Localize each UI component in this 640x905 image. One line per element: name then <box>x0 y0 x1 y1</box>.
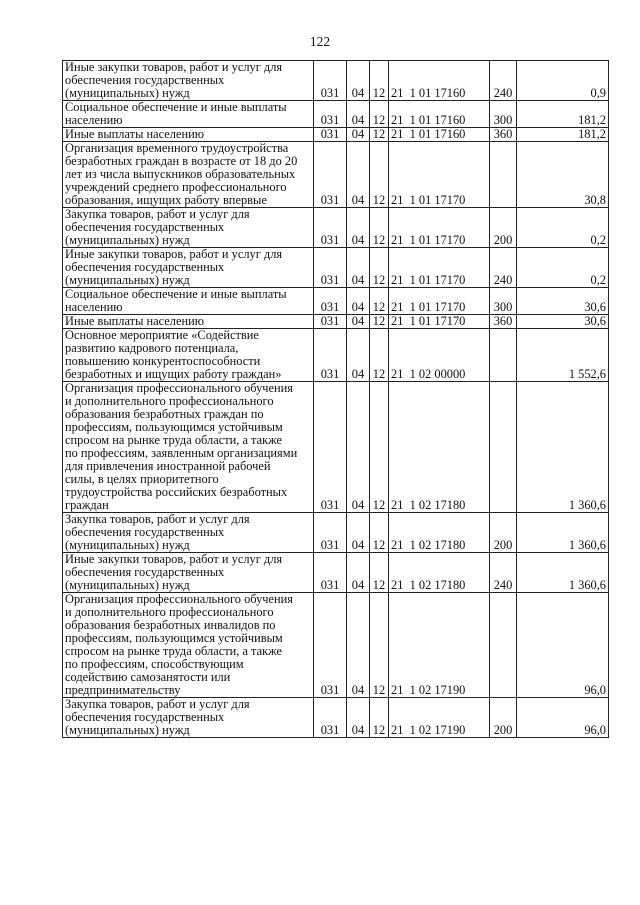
row-expense-type-code: 200 <box>490 513 517 553</box>
row-expense-type-code: 360 <box>490 128 517 142</box>
row-expense-type-code: 300 <box>490 101 517 128</box>
row-section-code: 04 <box>347 553 370 593</box>
row-amount: 1 360,6 <box>517 513 609 553</box>
table-row <box>63 553 609 593</box>
row-name: Основное мероприятие «Содействие развитию кадрового потенциала, повышению конкурентоспособности безработных и ищущих работу граждан» <box>63 329 314 382</box>
row-name: Иные закупки товаров, работ и услуг для обеспечения государственных (муниципальных) нужд <box>63 61 314 101</box>
row-amount: 181,2 <box>517 101 609 128</box>
row-grbs-code: 031 <box>314 593 347 698</box>
row-name: Закупка товаров, работ и услуг для обеспечения государственных (муниципальных) нужд <box>63 208 314 248</box>
table-row <box>63 382 609 513</box>
row-subsection-code: 12 <box>370 698 389 738</box>
row-expense-type-code: 240 <box>490 248 517 288</box>
row-section-code: 04 <box>347 208 370 248</box>
row-subsection-code: 12 <box>370 315 389 329</box>
table-row <box>63 593 609 698</box>
row-name: Социальное обеспечение и иные выплаты населению <box>63 101 314 128</box>
table-row <box>63 61 609 101</box>
row-section-code: 04 <box>347 288 370 315</box>
row-section-code: 04 <box>347 248 370 288</box>
row-subsection-code: 12 <box>370 128 389 142</box>
row-grbs-code: 031 <box>314 553 347 593</box>
row-name: Организация профессионального обучения и дополнительного профессионального образования безработных граждан по профессиям, пользующимся устойчивым спросом на рынке труда области, а также по профессиям, заявленным организациями для привлечения иностранной рабочей силы, в целях приоритетного трудоустройства российских безработных граждан <box>63 382 314 513</box>
row-subsection-code: 12 <box>370 288 389 315</box>
row-grbs-code: 031 <box>314 288 347 315</box>
table-row <box>63 698 609 738</box>
row-target-article-code: 21 1 02 17180 <box>389 382 490 513</box>
budget-table-body <box>63 61 609 738</box>
row-expense-type-code: 300 <box>490 288 517 315</box>
table-row <box>63 128 609 142</box>
row-grbs-code: 031 <box>314 329 347 382</box>
row-amount: 0,2 <box>517 208 609 248</box>
row-expense-type-code: 200 <box>490 698 517 738</box>
row-section-code: 04 <box>347 142 370 208</box>
table-row <box>63 288 609 315</box>
row-target-article-code: 21 1 02 17190 <box>389 593 490 698</box>
budget-table <box>62 60 609 738</box>
row-name: Иные выплаты населению <box>63 315 314 329</box>
row-target-article-code: 21 1 02 17190 <box>389 698 490 738</box>
table-row <box>63 142 609 208</box>
row-amount: 30,6 <box>517 315 609 329</box>
row-section-code: 04 <box>347 128 370 142</box>
row-grbs-code: 031 <box>314 248 347 288</box>
row-target-article-code: 21 1 02 00000 <box>389 329 490 382</box>
row-section-code: 04 <box>347 315 370 329</box>
row-grbs-code: 031 <box>314 698 347 738</box>
row-subsection-code: 12 <box>370 61 389 101</box>
table-row <box>63 315 609 329</box>
row-amount: 96,0 <box>517 593 609 698</box>
row-name: Закупка товаров, работ и услуг для обеспечения государственных (муниципальных) нужд <box>63 513 314 553</box>
row-name: Иные закупки товаров, работ и услуг для обеспечения государственных (муниципальных) нужд <box>63 248 314 288</box>
row-target-article-code: 21 1 01 17160 <box>389 61 490 101</box>
row-expense-type-code: 200 <box>490 208 517 248</box>
row-expense-type-code: 240 <box>490 553 517 593</box>
row-subsection-code: 12 <box>370 248 389 288</box>
row-target-article-code: 21 1 01 17170 <box>389 142 490 208</box>
row-grbs-code: 031 <box>314 128 347 142</box>
table-row <box>63 513 609 553</box>
row-section-code: 04 <box>347 593 370 698</box>
row-amount: 30,6 <box>517 288 609 315</box>
row-amount: 30,8 <box>517 142 609 208</box>
table-row <box>63 208 609 248</box>
row-target-article-code: 21 1 01 17170 <box>389 248 490 288</box>
row-target-article-code: 21 1 01 17170 <box>389 208 490 248</box>
row-expense-type-code <box>490 382 517 513</box>
row-amount: 1 360,6 <box>517 382 609 513</box>
row-amount: 0,2 <box>517 248 609 288</box>
row-subsection-code: 12 <box>370 208 389 248</box>
row-target-article-code: 21 1 02 17180 <box>389 513 490 553</box>
row-amount: 1 360,6 <box>517 553 609 593</box>
row-subsection-code: 12 <box>370 142 389 208</box>
row-grbs-code: 031 <box>314 142 347 208</box>
row-amount: 181,2 <box>517 128 609 142</box>
row-name: Иные закупки товаров, работ и услуг для обеспечения государственных (муниципальных) нужд <box>63 553 314 593</box>
row-grbs-code: 031 <box>314 513 347 553</box>
row-name: Социальное обеспечение и иные выплаты населению <box>63 288 314 315</box>
row-name: Организация временного трудоустройства безработных граждан в возрасте от 18 до 20 лет из числа выпускников образовательных учреждений среднего профессионального образования, ищущих работу впервые <box>63 142 314 208</box>
row-subsection-code: 12 <box>370 101 389 128</box>
row-section-code: 04 <box>347 382 370 513</box>
row-grbs-code: 031 <box>314 61 347 101</box>
row-expense-type-code: 240 <box>490 61 517 101</box>
row-section-code: 04 <box>347 513 370 553</box>
row-subsection-code: 12 <box>370 329 389 382</box>
row-amount: 0,9 <box>517 61 609 101</box>
row-target-article-code: 21 1 01 17160 <box>389 128 490 142</box>
row-amount: 1 552,6 <box>517 329 609 382</box>
row-section-code: 04 <box>347 101 370 128</box>
row-section-code: 04 <box>347 61 370 101</box>
row-target-article-code: 21 1 01 17170 <box>389 315 490 329</box>
row-name: Закупка товаров, работ и услуг для обеспечения государственных (муниципальных) нужд <box>63 698 314 738</box>
row-expense-type-code <box>490 142 517 208</box>
row-name: Иные выплаты населению <box>63 128 314 142</box>
table-row <box>63 101 609 128</box>
row-grbs-code: 031 <box>314 208 347 248</box>
row-target-article-code: 21 1 01 17160 <box>389 101 490 128</box>
row-grbs-code: 031 <box>314 315 347 329</box>
page-number: 122 <box>309 34 331 49</box>
row-subsection-code: 12 <box>370 553 389 593</box>
row-section-code: 04 <box>347 698 370 738</box>
row-name: Организация профессионального обучения и дополнительного профессионального образования безработных инвалидов по профессиям, пользующимся устойчивым спросом на рынке труда области, а также по профессиям, способствующим содействию самозанятости или предпринимательству <box>63 593 314 698</box>
row-grbs-code: 031 <box>314 382 347 513</box>
row-section-code: 04 <box>347 329 370 382</box>
row-expense-type-code <box>490 329 517 382</box>
row-amount: 96,0 <box>517 698 609 738</box>
table-row <box>63 329 609 382</box>
table-row <box>63 248 609 288</box>
row-subsection-code: 12 <box>370 513 389 553</box>
row-subsection-code: 12 <box>370 382 389 513</box>
row-target-article-code: 21 1 02 17180 <box>389 553 490 593</box>
row-expense-type-code: 360 <box>490 315 517 329</box>
row-subsection-code: 12 <box>370 593 389 698</box>
row-expense-type-code <box>490 593 517 698</box>
row-target-article-code: 21 1 01 17170 <box>389 288 490 315</box>
row-grbs-code: 031 <box>314 101 347 128</box>
